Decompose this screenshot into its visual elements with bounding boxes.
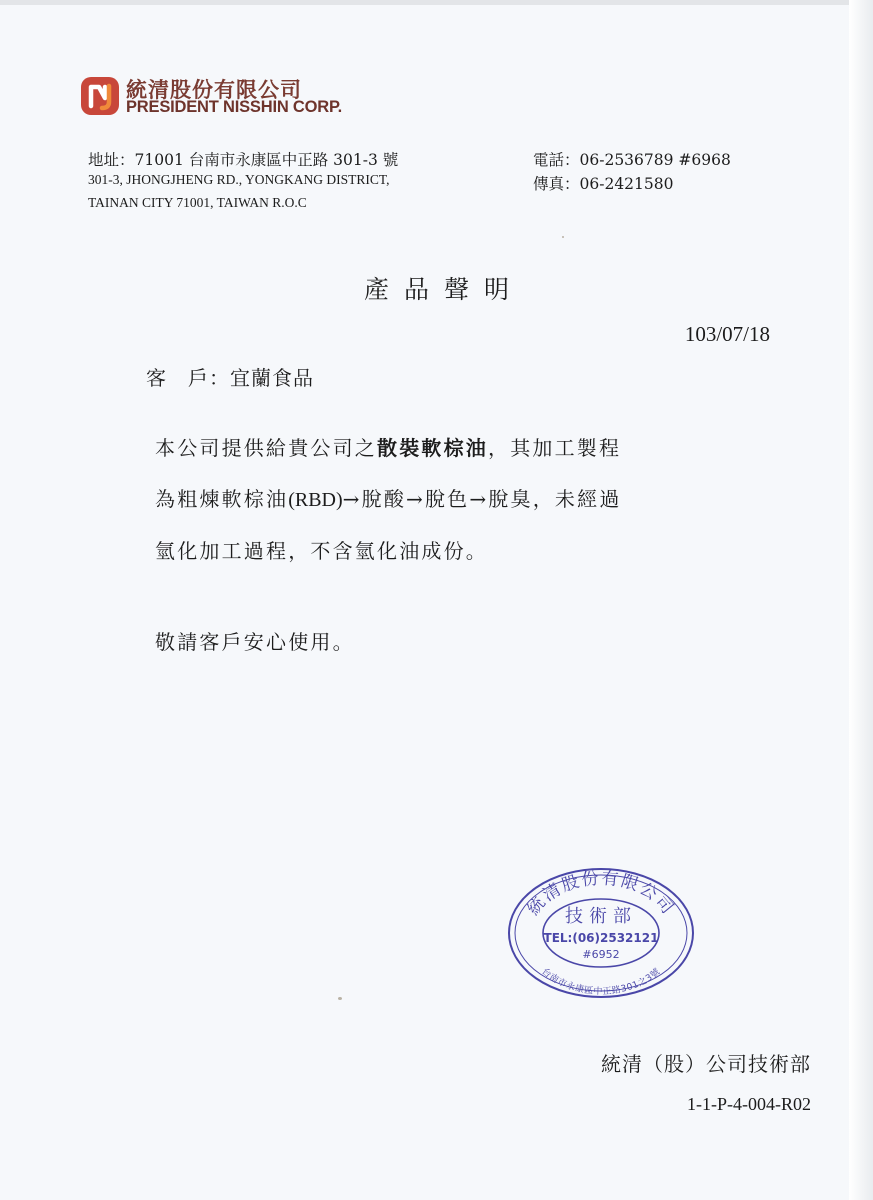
address-en-line2: TAINAN CITY 71001, TAIWAN R.O.C	[88, 195, 307, 210]
signature-department: 統清（股）公司技術部	[601, 1052, 811, 1076]
stamp-ring-text: 統清股份有限公司	[523, 868, 679, 920]
document-code: 1-1-P-4-004-R02	[687, 1094, 811, 1114]
scan-edge-right	[849, 0, 873, 1200]
company-name-en: PRESIDENT NISSHIN CORP.	[126, 98, 343, 116]
svg-text:台南市永康區中正路301之3號	[539, 965, 662, 997]
closing-line: 敬請客戶安心使用。	[155, 630, 355, 654]
body-text: 為粗煉軟棕油	[155, 487, 289, 511]
scan-speck	[562, 236, 564, 238]
stamp-ext: #6952	[582, 948, 620, 961]
scan-speck	[338, 997, 342, 1000]
phone-number: 電話：06-2536789 #6968	[533, 151, 731, 169]
body-line-2	[155, 483, 622, 512]
stamp-department: 技術部	[565, 906, 637, 927]
customer-line: 客 戶：宜蘭食品	[146, 366, 314, 390]
company-name-zh: 統清股份有限公司	[126, 78, 302, 102]
rbd-label: (RBD)	[288, 489, 343, 511]
address-en-line1: 301-3, JHONGJHENG RD., YONGKANG DISTRICT,	[88, 172, 390, 187]
company-logo-icon	[80, 76, 120, 116]
body-text: 本公司提供給貴公司之	[155, 436, 377, 460]
fax-number: 傳真：06-2421580	[533, 175, 674, 193]
company-seal-stamp	[505, 866, 697, 1000]
body-line-3: 氫化加工過程，不含氫化油成份。	[155, 539, 488, 563]
product-name: 散裝軟棕油	[377, 436, 488, 460]
scan-edge-top	[0, 0, 873, 5]
stamp-address: 台南市永康區中正路301之3號	[539, 966, 663, 998]
address-zh: 地址：71001 台南市永康區中正路 301-3 號	[88, 151, 399, 169]
stamp-tel: TEL:(06)2532121	[543, 931, 659, 945]
body-text: →脫酸→脫色→脫臭，未經過	[342, 487, 622, 511]
document-date: 103/07/18	[684, 322, 770, 346]
body-text: ，其加工製程	[488, 436, 622, 460]
document-title: 產品聲明	[363, 275, 524, 304]
body-line-1	[155, 432, 621, 461]
